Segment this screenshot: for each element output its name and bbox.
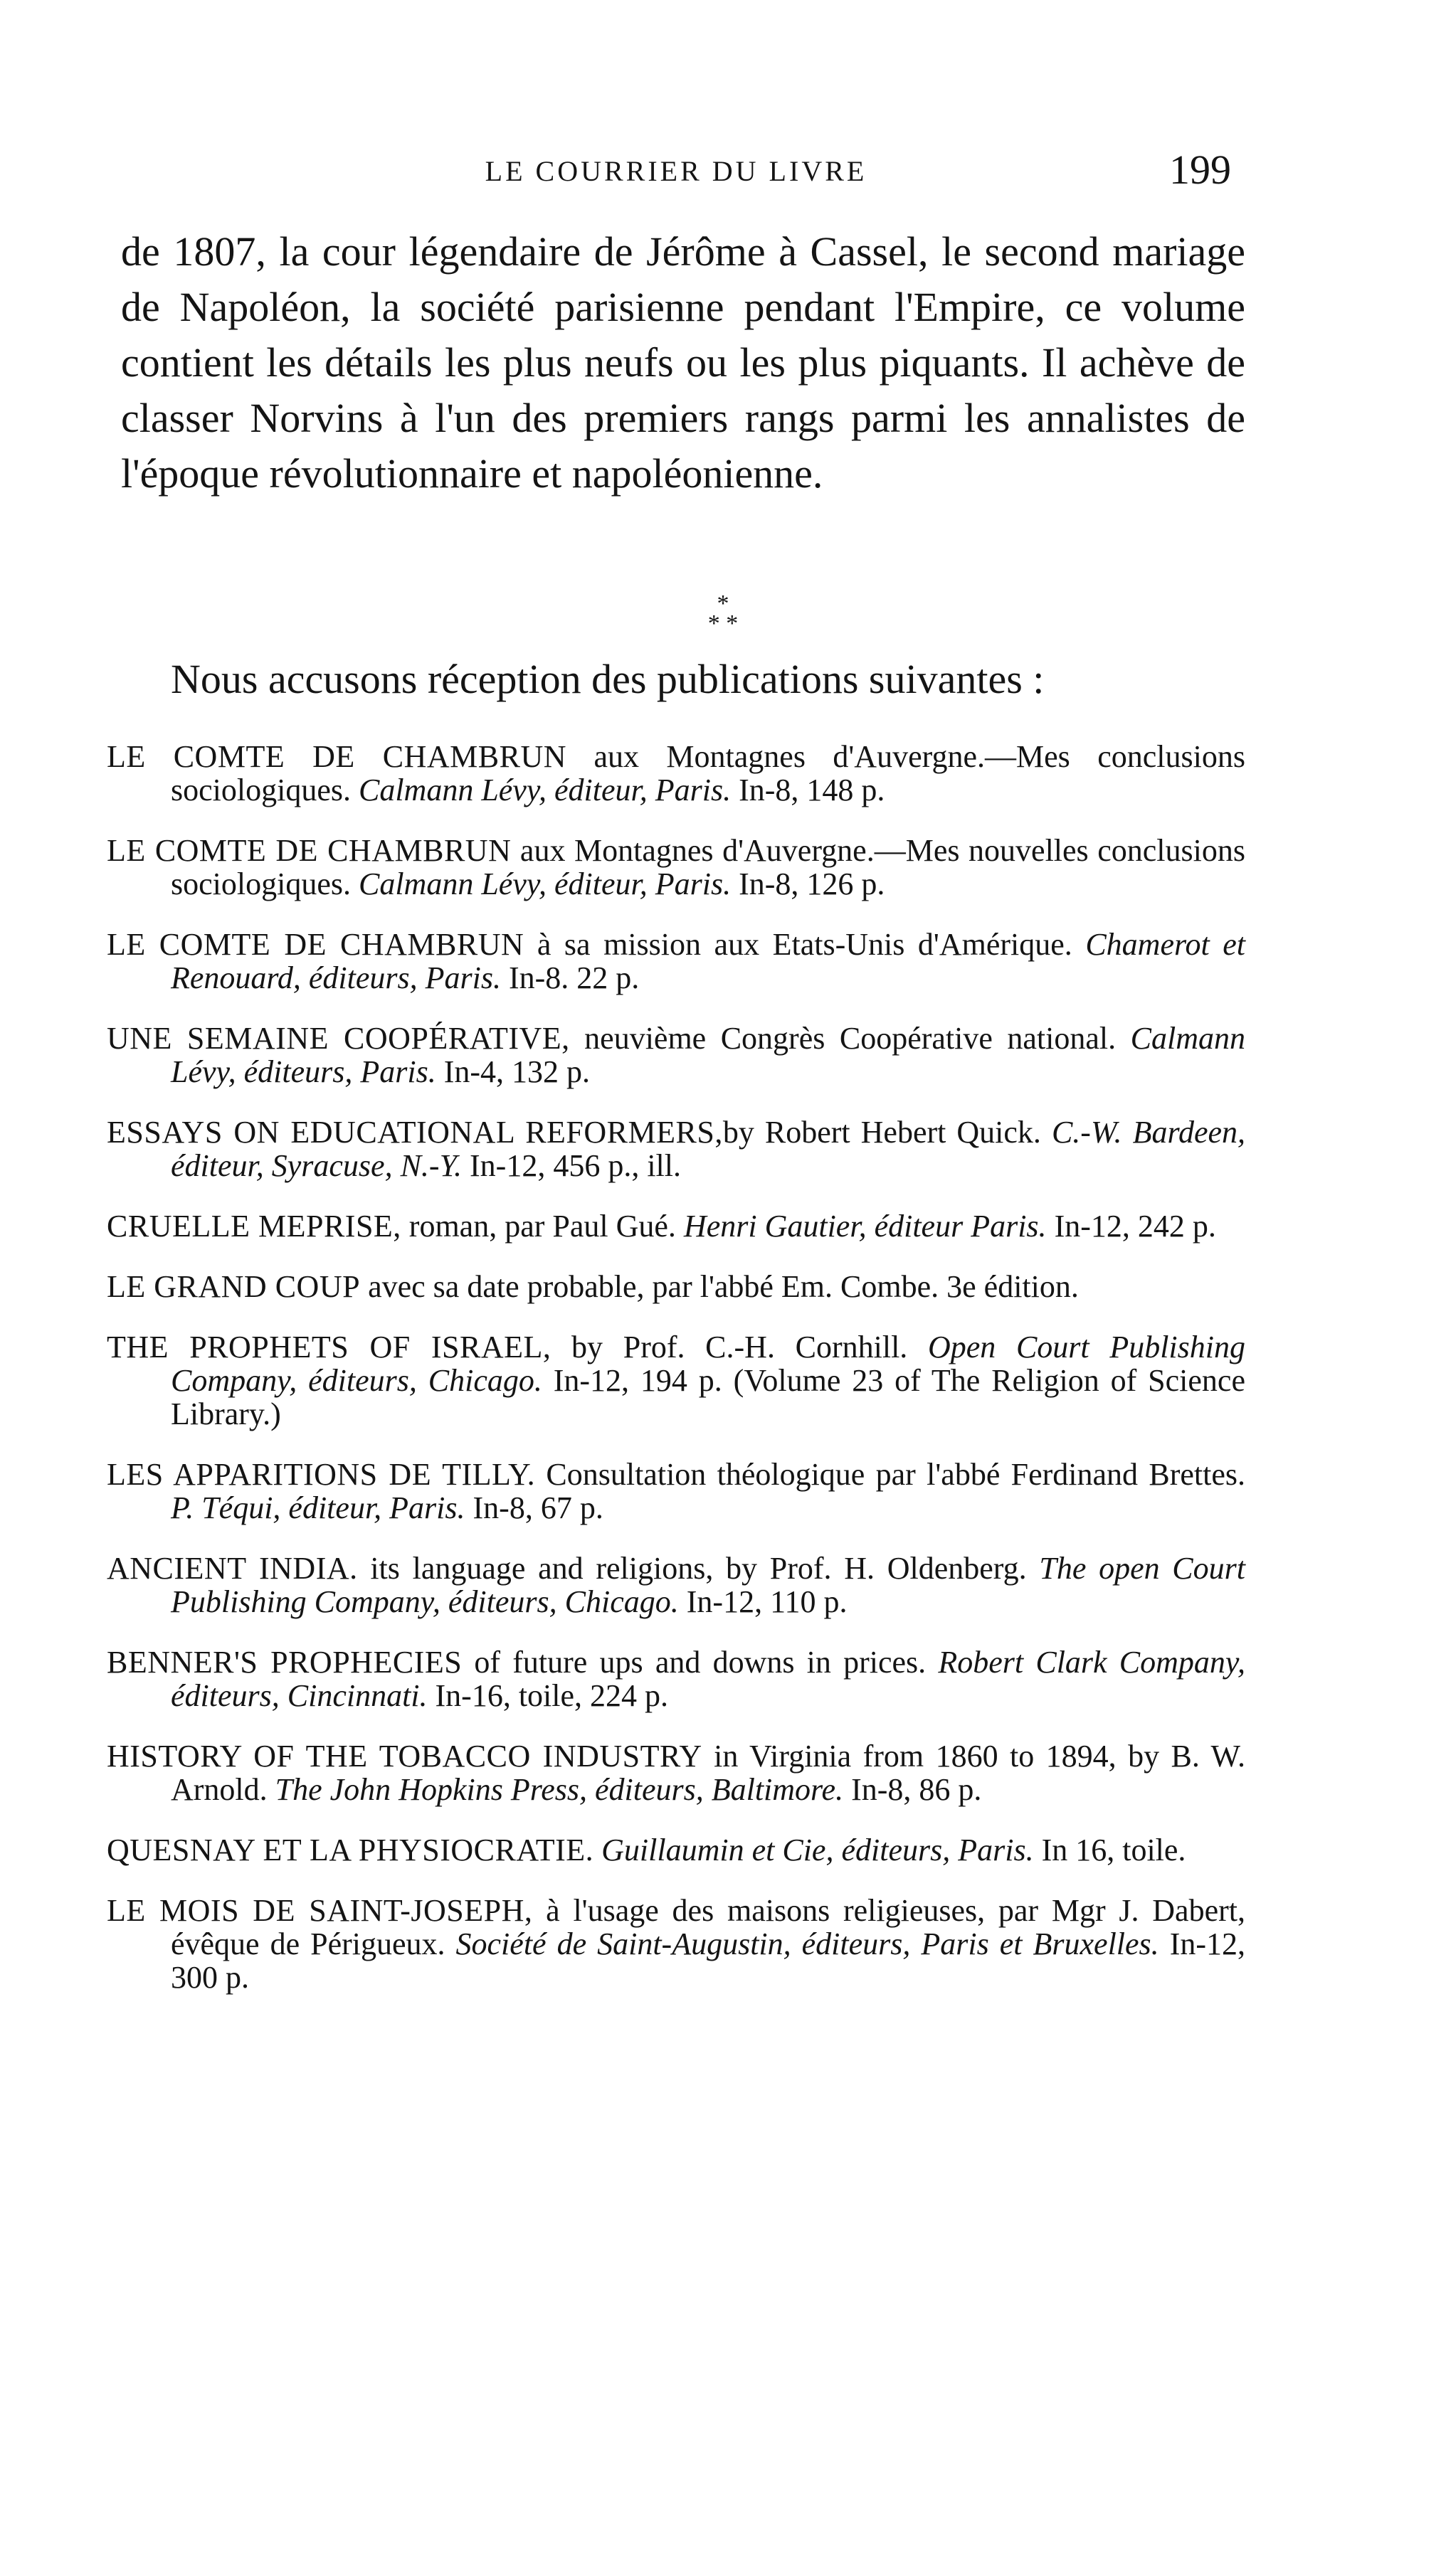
publication-entry xyxy=(107,1645,1245,1712)
publication-publisher: Calmann Lévy, éditeurs, Paris. xyxy=(171,1021,1246,1089)
publication-title: QUESNAY ET LA PHYSIOCRATIE. xyxy=(107,1833,594,1867)
publication-title: LE COMTE DE CHAMBRUN xyxy=(107,927,524,962)
publication-publisher: Henri Gautier, éditeur Paris. xyxy=(683,1209,1047,1244)
publication-text: aux Montagnes d'Auvergne.—Mes conclusions sociologiques. xyxy=(171,739,1245,807)
separator-bottom-stars: * * xyxy=(707,610,739,637)
publication-entry xyxy=(107,1209,1245,1243)
publication-details: In-12, 242 p. xyxy=(1046,1209,1216,1244)
running-head xyxy=(121,146,1231,196)
publication-text: Consultation théologique par l'abbé Ferdinand Brettes. xyxy=(535,1457,1246,1492)
separator-top-star: * xyxy=(717,590,729,617)
publication-publisher: Chamerot et Renouard, éditeurs, Paris. xyxy=(171,927,1245,995)
publication-title: HISTORY OF THE TOBACCO INDUSTRY xyxy=(107,1739,702,1774)
publication-title: BENNER'S PROPHECIES xyxy=(107,1645,463,1680)
intro-paragraph: de 1807, la cour légendaire de Jérôme à Cassel, le second mariage de Napoléon, la société parisienne pendant l'Empire, ce volume contient les détails les plus neufs ou les plus piquants. Il achève de classer Norvins à l'un des premiers rangs parmi les annalistes de l'époque révolutionnaire et napoléonienne. xyxy=(121,228,1245,497)
publication-entry xyxy=(107,740,1245,807)
publication-text: neuvième Congrès Coopérative national. xyxy=(569,1021,1131,1056)
publication-details: In-8, 148 p. xyxy=(731,773,885,807)
publication-entry xyxy=(107,1458,1245,1525)
publication-text: à l'usage des maisons religieuses, par Mgr J. Dabert, évêque de Périgueux. xyxy=(171,1893,1245,1961)
publication-publisher: Société de Saint-Augustin, éditeurs, Paris et Bruxelles. xyxy=(455,1926,1159,1961)
publication-title: LE COMTE DE CHAMBRUN xyxy=(107,739,566,774)
publication-title: LE MOIS DE SAINT-JOSEPH, xyxy=(107,1893,533,1928)
publication-entry xyxy=(107,1270,1245,1303)
publication-details: In-4, 132 p. xyxy=(436,1054,591,1089)
publication-title: ANCIENT INDIA. xyxy=(107,1551,358,1586)
publication-text xyxy=(593,1833,601,1867)
receipt-heading: Nous accusons réception des publications suivantes : xyxy=(171,656,1045,702)
publication-entry xyxy=(107,1115,1245,1182)
publication-publisher: Calmann Lévy, éditeur, Paris. xyxy=(358,773,732,807)
publication-text: avec sa date probable, par l'abbé Em. Combe. 3e édition. xyxy=(360,1269,1079,1304)
publication-publisher: Open Court Publishing Company, éditeurs, Chicago. xyxy=(171,1330,1245,1398)
publication-details: In-8, 86 p. xyxy=(843,1772,982,1807)
publication-details: In-12, 194 p. (Volume 23 of The Religion of Science Library.) xyxy=(171,1363,1245,1431)
publication-entry xyxy=(107,834,1245,901)
publication-publisher: The open Court Publishing Company, éditeurs, Chicago. xyxy=(171,1551,1245,1619)
publication-details: In-8. 22 p. xyxy=(501,960,640,995)
publication-details: In-8, 67 p. xyxy=(465,1490,603,1525)
publication-details: In-12, 300 p. xyxy=(171,1926,1245,1995)
page-number: 199 xyxy=(1169,147,1231,193)
publication-text: of future ups and downs in prices. xyxy=(462,1645,939,1680)
publication-entry xyxy=(107,1022,1245,1088)
publication-entry xyxy=(107,928,1245,995)
publication-entry xyxy=(107,1739,1245,1806)
publication-text: in Virginia from 1860 to 1894, by B. W. Arnold. xyxy=(171,1739,1245,1807)
running-title: LE COURRIER DU LIVRE xyxy=(485,155,867,187)
publication-title: LE GRAND COUP xyxy=(107,1269,361,1304)
publication-title: LES APPARITIONS DE TILLY. xyxy=(107,1457,536,1492)
publication-publisher: Robert Clark Company, éditeurs, Cincinnati. xyxy=(171,1645,1246,1713)
publication-details: In-12, 110 p. xyxy=(678,1584,848,1619)
publication-entry xyxy=(107,1552,1245,1618)
publication-entry xyxy=(107,1330,1245,1431)
section-separator xyxy=(0,590,1446,637)
publication-publisher: P. Téqui, éditeur, Paris. xyxy=(171,1490,465,1525)
publication-details: In-16, toile, 224 p. xyxy=(427,1678,669,1713)
publication-text: by Prof. C.-H. Cornhill. xyxy=(551,1330,928,1364)
publication-title: CRUELLE MEPRISE, xyxy=(107,1209,401,1244)
publication-list xyxy=(107,740,1245,2021)
publication-text: à sa mission aux Etats-Unis d'Amérique. xyxy=(524,927,1086,962)
publication-details: In-8, 126 p. xyxy=(731,866,885,901)
publication-publisher: The John Hopkins Press, éditeurs, Baltimore. xyxy=(275,1772,844,1807)
publication-entry xyxy=(107,1894,1245,1994)
publication-title: UNE SEMAINE COOPÉRATIVE, xyxy=(107,1021,570,1056)
publication-details: In-12, 456 p., ill. xyxy=(462,1148,682,1183)
publication-publisher: Calmann Lévy, éditeur, Paris. xyxy=(358,866,732,901)
publication-text: its language and religions, by Prof. H. Oldenberg. xyxy=(357,1551,1040,1586)
publication-details: In 16, toile. xyxy=(1033,1833,1186,1867)
publication-title: ESSAYS ON EDUCATIONAL REFORMERS, xyxy=(107,1115,723,1150)
publication-text: aux Montagnes d'Auvergne.—Mes nouvelles conclusions sociologiques. xyxy=(171,833,1245,901)
publication-entry xyxy=(107,1833,1245,1867)
publication-publisher: Guillaumin et Cie, éditeurs, Paris. xyxy=(601,1833,1034,1867)
publication-title: LE COMTE DE CHAMBRUN xyxy=(107,833,512,868)
publication-text: by Robert Hebert Quick. xyxy=(722,1115,1052,1150)
publication-title: THE PROPHETS OF ISRAEL, xyxy=(107,1330,552,1364)
publication-publisher: C.-W. Bardeen, éditeur, Syracuse, N.-Y. xyxy=(171,1115,1245,1183)
publication-text: roman, par Paul Gué. xyxy=(401,1209,684,1244)
